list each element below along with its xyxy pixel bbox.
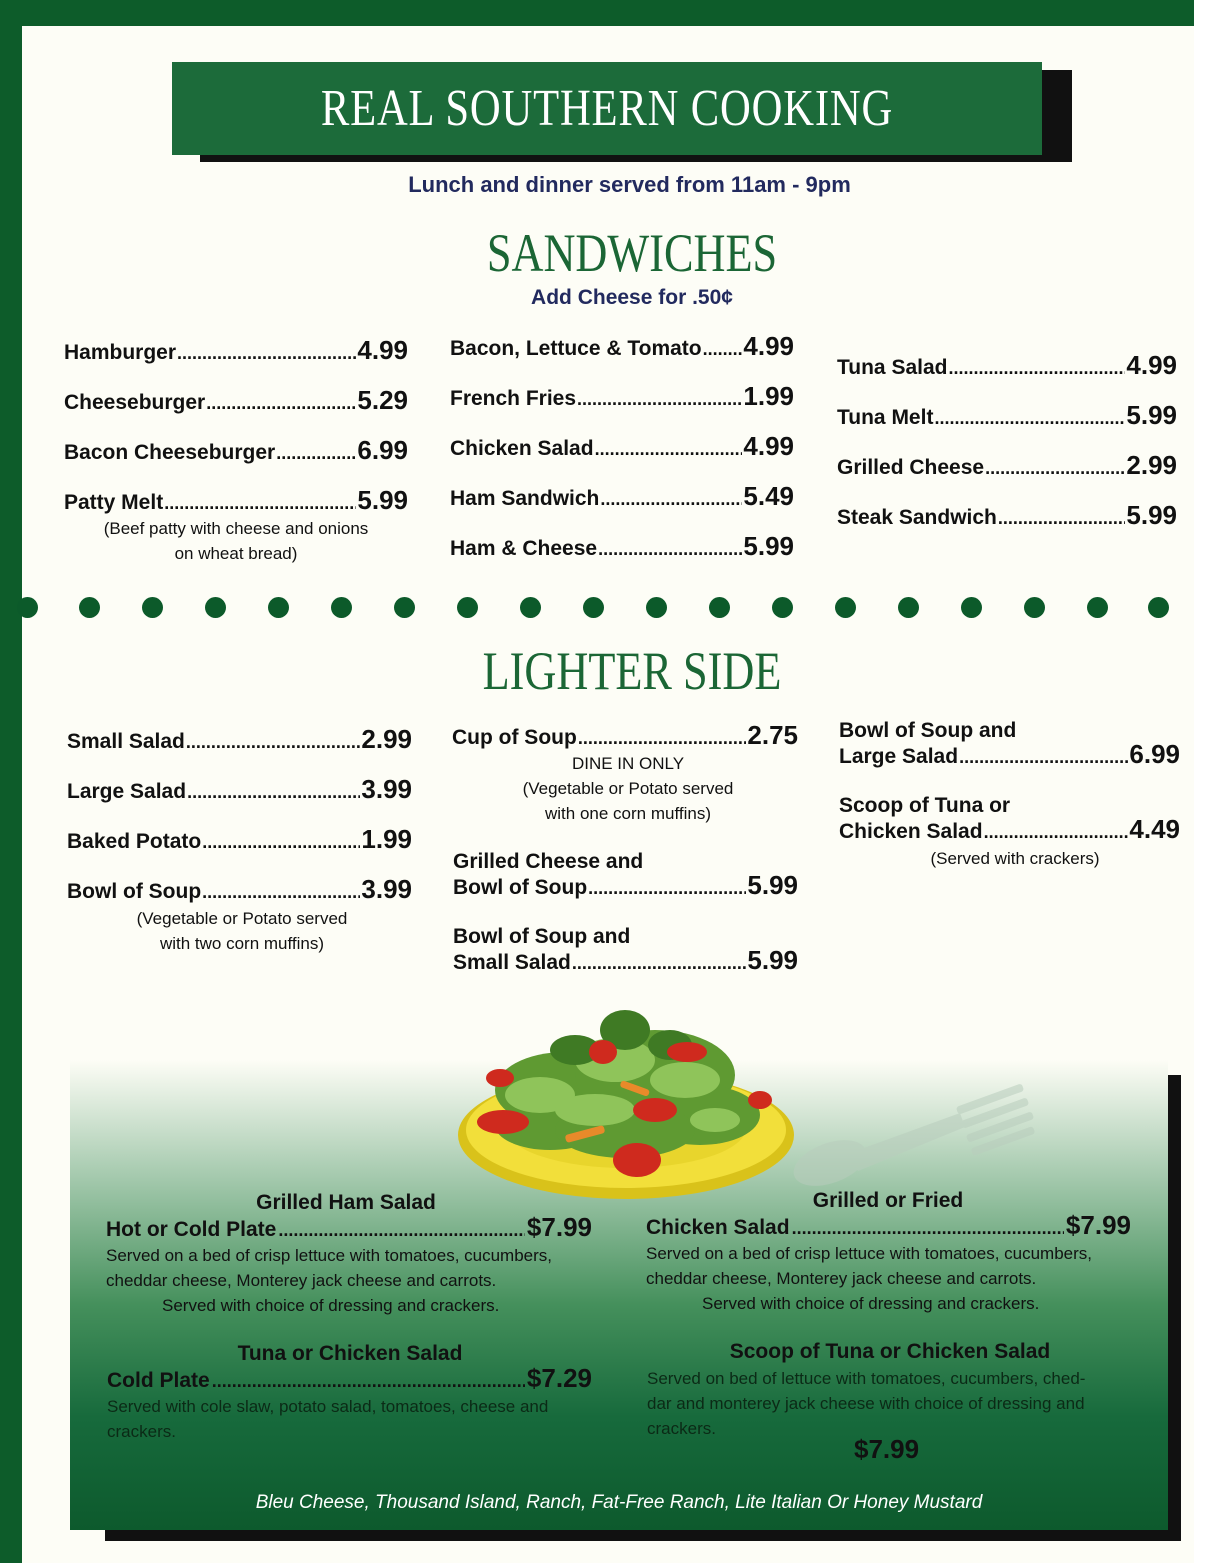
divider-dot bbox=[205, 597, 226, 618]
item-note: (Served with crackers) bbox=[930, 849, 1100, 868]
divider-dot bbox=[1148, 597, 1169, 618]
item-price: 5.49 bbox=[743, 481, 794, 511]
item-price: 4.99 bbox=[357, 335, 408, 365]
salad-plate-image bbox=[455, 1000, 797, 1205]
menu-item bbox=[450, 381, 794, 412]
item-name: Grilled Cheese bbox=[837, 456, 985, 479]
item-price: 4.99 bbox=[1126, 350, 1177, 380]
item-price: 4.49 bbox=[1129, 814, 1180, 844]
salad-name: Hot or Cold Plate bbox=[106, 1218, 277, 1241]
item-price: 2.99 bbox=[361, 724, 412, 754]
menu-item bbox=[453, 945, 798, 976]
divider-dot bbox=[772, 597, 793, 618]
item-price: 5.99 bbox=[1126, 500, 1177, 530]
divider-dot bbox=[17, 597, 38, 618]
item-price: 3.99 bbox=[361, 874, 412, 904]
item-name: Bowl of Soup bbox=[67, 880, 202, 903]
menu-item bbox=[837, 500, 1177, 531]
item-price: 1.99 bbox=[743, 381, 794, 411]
salad-description: Served with cole slaw, potato salad, tomatoes, cheese and crackers. bbox=[107, 1397, 549, 1441]
divider-dot bbox=[898, 597, 919, 618]
item-price: 4.99 bbox=[743, 331, 794, 361]
page-title: REAL SOUTHERN COOKING bbox=[320, 80, 894, 137]
menu-item bbox=[64, 335, 408, 366]
item-note: DINE IN ONLY (Vegetable or Potato served with one corn muffins) bbox=[522, 754, 734, 823]
divider-dot bbox=[457, 597, 478, 618]
item-name: Cup of Soup bbox=[452, 726, 577, 749]
divider-dot bbox=[1087, 597, 1108, 618]
menu-item bbox=[837, 450, 1177, 481]
salad-head: Grilled or Fried bbox=[812, 1189, 964, 1212]
item-name: Hamburger bbox=[64, 341, 177, 364]
salad-description: Served on a bed of crisp lettuce with tomatoes, cucumbers, cheddar cheese, Monterey jack cheese and carrots. Served with choice of dressing and crackers. bbox=[646, 1244, 1093, 1313]
item-price: 1.99 bbox=[361, 824, 412, 854]
item-price: 6.99 bbox=[357, 435, 408, 465]
menu-item bbox=[839, 739, 1180, 770]
item-name: Large Salad bbox=[67, 780, 187, 803]
menu-item bbox=[837, 400, 1177, 431]
item-name: Scoop of Tuna or bbox=[839, 794, 1011, 817]
item-note: (Vegetable or Potato served with two corn muffins) bbox=[136, 909, 348, 953]
menu-item bbox=[67, 774, 412, 805]
item-price: 5.99 bbox=[1126, 400, 1177, 430]
item-price: 5.29 bbox=[357, 385, 408, 415]
divider-dot bbox=[268, 597, 289, 618]
item-note: (Beef patty with cheese and onions on wheat bread) bbox=[103, 519, 369, 563]
item-name: Chicken Salad bbox=[839, 820, 983, 843]
item-name: Bacon, Lettuce & Tomato bbox=[450, 337, 702, 360]
item-name: Large Salad bbox=[839, 745, 959, 768]
item-price: 6.99 bbox=[1129, 739, 1180, 769]
menu-item bbox=[64, 485, 408, 516]
item-price: 5.99 bbox=[743, 531, 794, 561]
divider-dot bbox=[961, 597, 982, 618]
salad-head: Grilled Ham Salad bbox=[256, 1191, 436, 1214]
item-name: Small Salad bbox=[453, 951, 571, 974]
salad-plate-row bbox=[106, 1212, 592, 1243]
menu-item bbox=[450, 331, 794, 362]
item-price: 4.99 bbox=[743, 431, 794, 461]
item-name: Chicken Salad bbox=[450, 437, 594, 460]
item-price: 5.99 bbox=[357, 485, 408, 515]
salad-price: $7.29 bbox=[526, 1363, 592, 1393]
salad-head: Scoop of Tuna or Chicken Salad bbox=[729, 1340, 1051, 1363]
item-price: 2.99 bbox=[1126, 450, 1177, 480]
menu-item bbox=[67, 824, 412, 855]
divider-dot bbox=[142, 597, 163, 618]
divider-dot bbox=[835, 597, 856, 618]
divider-dot bbox=[646, 597, 667, 618]
sandwiches-title: SANDWICHES bbox=[486, 223, 778, 283]
menu-item bbox=[450, 481, 794, 512]
item-price: 3.99 bbox=[361, 774, 412, 804]
item-name: Ham Sandwich bbox=[450, 487, 600, 510]
salad-plate-row bbox=[646, 1210, 1131, 1241]
salad-head: Tuna or Chicken Salad bbox=[237, 1342, 463, 1365]
title-banner bbox=[172, 62, 1042, 155]
salad-price: $7.99 bbox=[1065, 1210, 1131, 1240]
item-name: Cheeseburger bbox=[64, 391, 206, 414]
salad-plate-row bbox=[107, 1363, 592, 1394]
item-price: 5.99 bbox=[747, 945, 798, 975]
menu-item bbox=[64, 435, 408, 466]
menu-item bbox=[450, 531, 794, 562]
item-name: Patty Melt bbox=[64, 491, 164, 514]
hours-text: Lunch and dinner served from 11am - 9pm bbox=[408, 172, 851, 197]
item-name: French Fries bbox=[450, 387, 577, 410]
divider-dot bbox=[1024, 597, 1045, 618]
menu-item bbox=[450, 431, 794, 462]
item-name: Ham & Cheese bbox=[450, 537, 598, 560]
menu-item bbox=[837, 350, 1177, 381]
green-frame-top bbox=[0, 0, 1194, 26]
salad-name: Cold Plate bbox=[107, 1369, 210, 1392]
divider-dot bbox=[709, 597, 730, 618]
menu-item bbox=[452, 720, 798, 751]
item-price: 2.75 bbox=[747, 720, 798, 750]
divider-dot bbox=[520, 597, 541, 618]
item-name: Bowl of Soup bbox=[453, 876, 588, 899]
divider-dot bbox=[79, 597, 100, 618]
salad-price: $7.99 bbox=[526, 1212, 592, 1242]
item-name: Bacon Cheeseburger bbox=[64, 441, 276, 464]
item-name: Tuna Melt bbox=[837, 406, 934, 429]
fork-watermark-icon bbox=[790, 1075, 1040, 1195]
salad-description: Served on a bed of crisp lettuce with tomatoes, cucumbers, cheddar cheese, Monterey jack cheese and carrots. Served with choice of dressing and crackers. bbox=[106, 1246, 553, 1315]
item-name: Bowl of Soup and bbox=[839, 719, 1017, 742]
salad-price: $7.99 bbox=[854, 1434, 920, 1464]
item-name: Small Salad bbox=[67, 730, 185, 753]
salad-name: Chicken Salad bbox=[646, 1216, 790, 1239]
menu-item bbox=[67, 874, 412, 905]
item-price: 5.99 bbox=[747, 870, 798, 900]
menu-item bbox=[453, 870, 798, 901]
sandwiches-subtitle: Add Cheese for .50¢ bbox=[531, 286, 733, 309]
dot-divider bbox=[0, 593, 1194, 621]
menu-item bbox=[67, 724, 412, 755]
lighter-side-title: LIGHTER SIDE bbox=[482, 641, 782, 701]
divider-dot bbox=[331, 597, 352, 618]
item-name: Tuna Salad bbox=[837, 356, 948, 379]
divider-dot bbox=[394, 597, 415, 618]
item-name: Bowl of Soup and bbox=[453, 925, 631, 948]
menu-item bbox=[64, 385, 408, 416]
dressing-options: Bleu Cheese, Thousand Island, Ranch, Fat-Free Ranch, Lite Italian Or Honey Mustard bbox=[255, 1492, 983, 1513]
item-name: Grilled Cheese and bbox=[453, 850, 644, 873]
item-name: Steak Sandwich bbox=[837, 506, 997, 529]
green-frame-left bbox=[0, 0, 22, 1563]
divider-dot bbox=[583, 597, 604, 618]
menu-item bbox=[839, 814, 1180, 845]
salad-description: Served on bed of lettuce with tomatoes, cucumbers, ched- dar and monterey jack cheese with choice of dressing and crackers. bbox=[647, 1369, 1086, 1438]
item-name: Baked Potato bbox=[67, 830, 202, 853]
